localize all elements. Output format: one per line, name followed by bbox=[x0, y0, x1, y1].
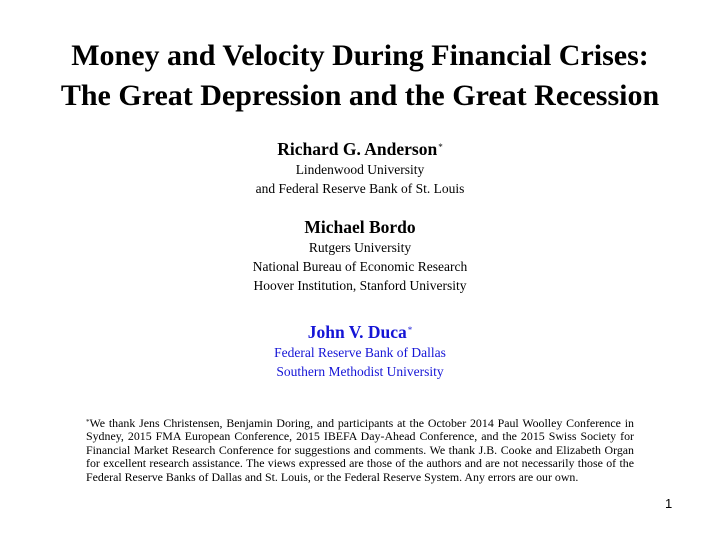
author-affiliation: Federal Reserve Bank of Dallas bbox=[274, 345, 446, 360]
acknowledgements-footnote bbox=[86, 417, 634, 484]
author-name-text: John V. Duca bbox=[307, 322, 407, 342]
author-name-text: Richard G. Anderson bbox=[277, 139, 438, 159]
author-block-anderson bbox=[0, 138, 720, 198]
footnote-marker: * bbox=[438, 142, 443, 152]
author-block-bordo bbox=[0, 216, 720, 295]
author-name-text: Michael Bordo bbox=[304, 217, 416, 237]
author-name bbox=[0, 138, 720, 160]
author-affiliation: Southern Methodist University bbox=[276, 364, 444, 379]
footnote-marker: * bbox=[86, 418, 90, 426]
author-affiliation: Lindenwood University bbox=[295, 162, 425, 177]
title-line-1: Money and Velocity During Financial Crises: bbox=[71, 39, 649, 72]
page-number: 1 bbox=[665, 496, 673, 511]
author-affiliation: National Bureau of Economic Research bbox=[252, 259, 468, 274]
author-name bbox=[0, 216, 720, 238]
author-name bbox=[0, 321, 720, 343]
author-affiliation: and Federal Reserve Bank of St. Louis bbox=[255, 181, 465, 196]
title-line-2: The Great Depression and the Great Recession bbox=[60, 79, 660, 112]
slide-title bbox=[0, 36, 720, 116]
author-affiliation: Rutgers University bbox=[308, 240, 412, 255]
footnote-text: We thank Jens Christensen, Benjamin Doring, and participants at the October 2014 Paul Woolley Conference in Sydney, 2015 FMA European Conference, 2015 IBEFA Day-Ahead Conference, and the 2015 Swiss Society for Financial Market Research Conference for suggestions and comments. We thank J.B. Cooke and Elizabeth Organ for excellent research assistance. The views expressed are those of the authors and are not necessarily those of the Federal Reserve Banks of Dallas and St. Louis, or the Federal Reserve System. Any errors are our own. bbox=[86, 416, 634, 484]
footnote-marker: * bbox=[407, 325, 413, 335]
author-affiliation: Hoover Institution, Stanford University bbox=[253, 278, 467, 293]
author-block-duca bbox=[0, 321, 720, 381]
